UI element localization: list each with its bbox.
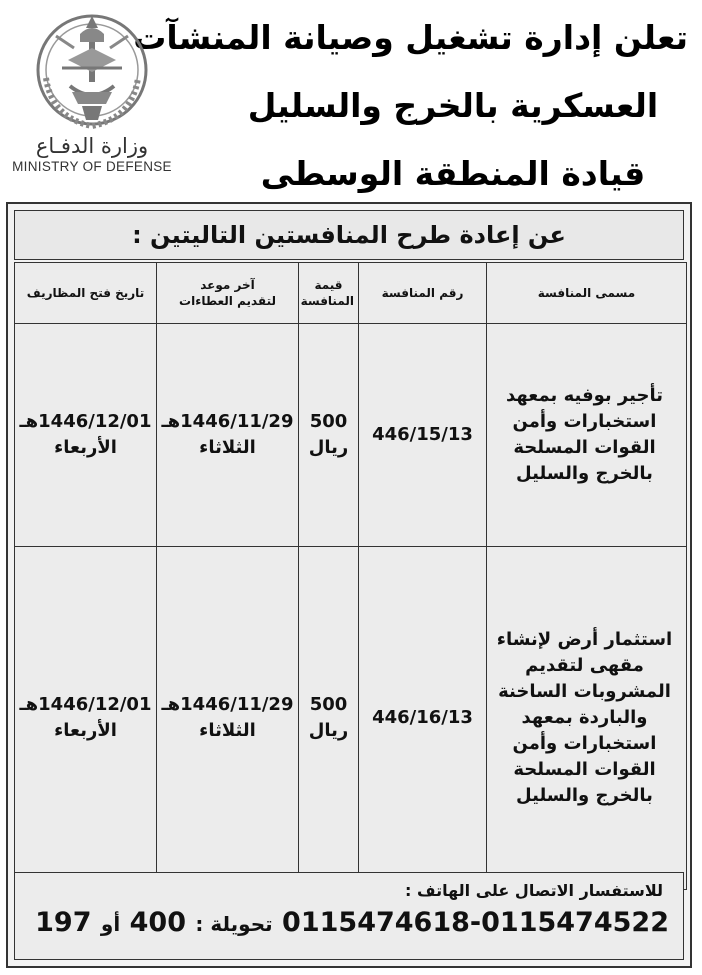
extension-label: تحويلة : [195,912,273,936]
table-row [15,547,687,890]
tender-deadline-day: الثلاثاء [199,437,256,458]
tender-deadline [157,324,299,547]
phone-numbers: 0115474618-0115474522 [282,907,669,938]
header-price-line-2: المنافسة [300,294,354,308]
extension-2: 197 [35,907,92,938]
tender-opening-day: الأربعاء [54,720,117,741]
tender-price-value: 500 [309,694,348,715]
header-name: مسمى المنافسة [487,263,687,324]
tender-price-currency: ريال [308,437,349,458]
tender-price-currency: ريال [308,720,349,741]
heading-line-3: قيادة المنطقة الوسطى [260,154,646,193]
tenders-table [14,262,687,890]
tender-opening-day: الأربعاء [54,437,117,458]
tender-price [299,547,359,890]
contact-footer [14,872,684,960]
tender-name: تأجير بوفيه بمعهد استخبارات وأمن القوات المسلحة بالخرج والسليل [487,324,687,547]
heading-line-2: العسكرية بالخرج والسليل [247,86,659,125]
announcement-heading [133,4,688,208]
tender-deadline-date: 1446/11/29هـ [161,411,294,432]
ministry-emblem-icon [32,8,152,136]
logo-arabic-text: وزارة الدفـاع [35,134,149,158]
table-header-row [15,263,687,324]
announcement-frame [6,202,692,968]
tender-name: استثمار أرض لإنشاء مقهى لتقديم المشروبات الساخنة والباردة بمعهد استخبارات وأمن القوات المسلحة بالخرج والسليل [487,547,687,890]
tender-deadline-date: 1446/11/29هـ [161,694,294,715]
logo-english-text: MINISTRY OF DEFENSE [12,159,172,174]
tender-opening-date: 1446/12/01هـ [19,411,152,432]
tender-number: 446/16/13 [359,547,487,890]
tender-price-value: 500 [309,411,348,432]
table-row [15,324,687,547]
tender-opening [15,324,157,547]
header-price-line-1: قيمة [314,278,343,292]
header-deadline-line-1: آخر موعد [200,278,255,292]
subtitle: عن إعادة طرح المنافستين التاليتين : [14,210,684,260]
header-deadline [157,263,299,324]
ministry-logo [6,8,178,198]
extension-or: أو [100,912,121,936]
header-price [299,263,359,324]
tender-number: 446/15/13 [359,324,487,547]
header-number: رقم المنافسة [359,263,487,324]
header-deadline-line-2: لتقديم العطاءات [179,294,276,308]
inquiry-label: للاستفسار الاتصال على الهاتف : [405,881,663,900]
tender-deadline [157,547,299,890]
extension-1: 400 [129,907,186,938]
tender-opening-date: 1446/12/01هـ [19,694,152,715]
tender-opening [15,547,157,890]
tender-deadline-day: الثلاثاء [199,720,256,741]
header-opening: تاريخ فتح المظاريف [15,263,157,324]
phone-line [35,907,669,938]
tender-price [299,324,359,547]
heading-line-1: تعلن إدارة تشغيل وصيانة المنشآت [133,18,688,57]
